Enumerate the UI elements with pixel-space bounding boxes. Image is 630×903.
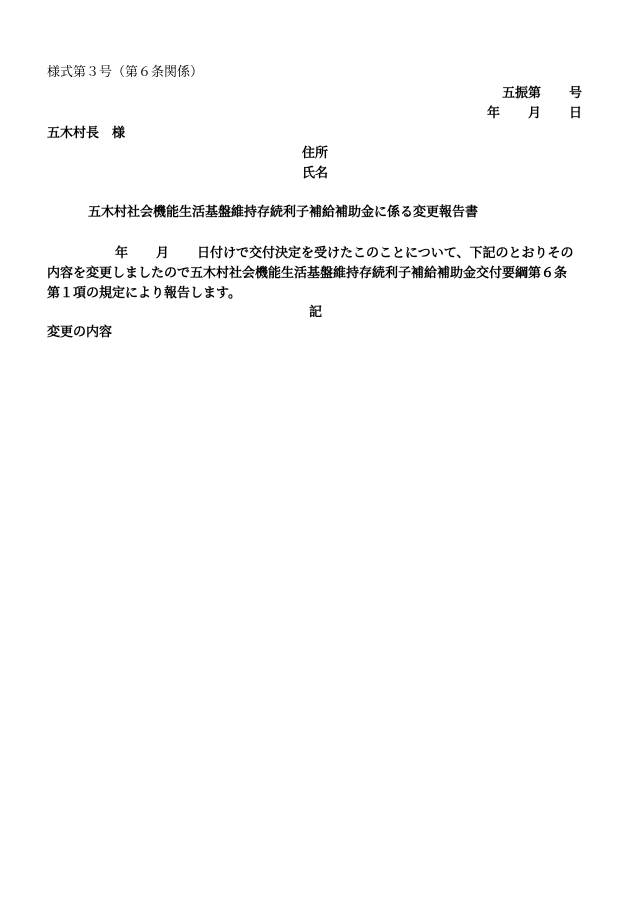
addressee: 五木村長 様 — [47, 126, 126, 141]
ki-heading: 記 — [309, 305, 323, 320]
document-number-prefix: 五振第 — [501, 86, 541, 101]
report-date — [487, 105, 582, 123]
body-month: 月 — [156, 246, 170, 261]
body-line-3: 第１項の規定により報告します。 — [47, 286, 241, 301]
body-year: 年 — [115, 246, 129, 261]
document-number — [502, 85, 582, 103]
form-number: 様式第３号（第６条関係） — [47, 65, 204, 80]
applicant-name-label: 氏名 — [302, 166, 329, 181]
document-number-suffix: 号 — [568, 86, 582, 101]
date-day: 日 — [568, 106, 582, 121]
date-year: 年 — [486, 106, 500, 121]
body-line-1-text: 日付けで交付決定を受けたこのことについて、下記のとおりその — [197, 246, 574, 261]
change-details-heading: 変更の内容 — [47, 325, 113, 340]
applicant-address-label: 住所 — [302, 146, 329, 161]
date-month: 月 — [527, 106, 541, 121]
report-body — [47, 244, 583, 304]
body-line-1 — [47, 244, 583, 264]
document-title: 五木村社会機能生活基盤維持存続利子補給補助金に係る変更報告書 — [88, 205, 479, 220]
body-line-2: 内容を変更しましたので五木村社会機能生活基盤維持存続利子補給補助金交付要綱第６条 — [47, 266, 568, 281]
